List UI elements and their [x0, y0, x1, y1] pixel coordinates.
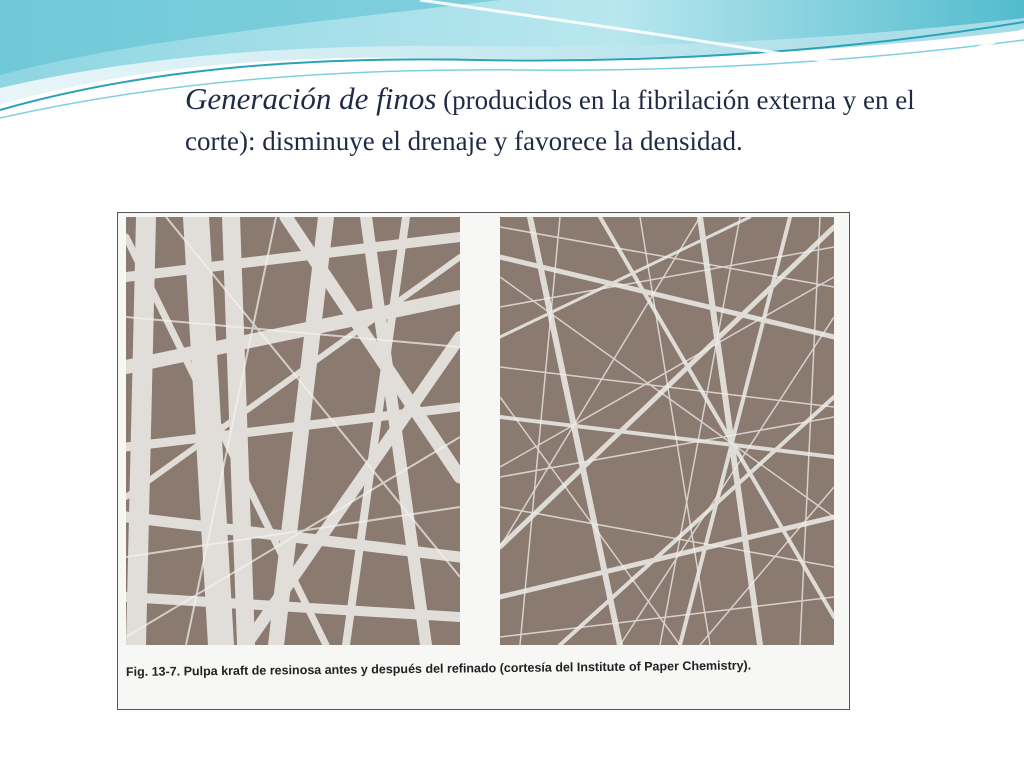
refined-fibers-photo	[500, 217, 834, 645]
figure-caption: Fig. 13-7. Pulpa kraft de resinosa antes y después del refinado (cortesía del Institute of Paper Chemistry).	[125, 658, 752, 679]
figure	[117, 212, 850, 710]
slide-text	[185, 78, 945, 162]
slide-body: (producidos en la fibrilación externa y en el corte): disminuye el drenaje y favorece la densidad.	[185, 85, 915, 156]
unrefined-fibers-photo	[126, 217, 460, 645]
slide-heading: Generación de finos	[185, 81, 437, 116]
